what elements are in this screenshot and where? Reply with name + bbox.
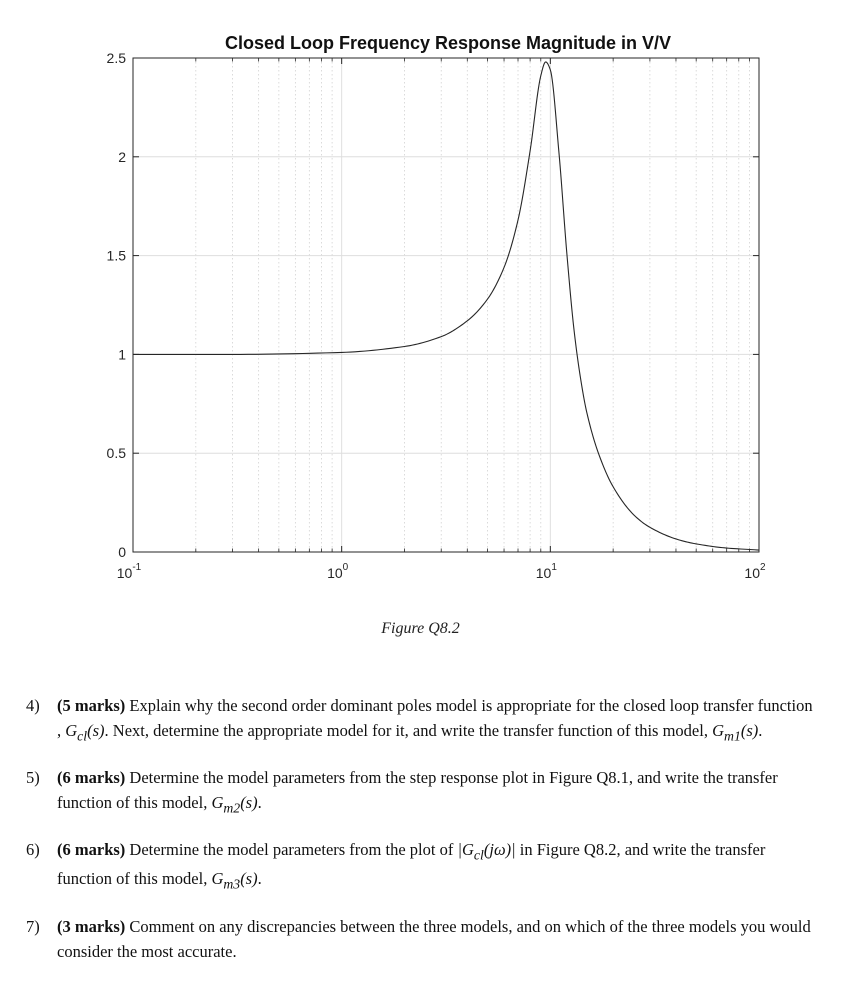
- y-tick-labels: [107, 50, 127, 560]
- question-number: 7): [26, 917, 40, 937]
- question-number: 5): [26, 768, 40, 788]
- x-tick-label: $10^0$: [327, 562, 349, 581]
- y-tick-label: 2: [118, 148, 126, 165]
- math-gcl-jw: $|G_{cl}(j\omega)|$: [457, 839, 516, 862]
- x-tick-label: $10^{-1}$: [116, 562, 142, 581]
- math-gm2: $G_{m2}(s)$: [211, 792, 258, 816]
- question-5: [26, 766, 816, 820]
- x-tick-label: $10^2$: [744, 562, 766, 581]
- y-tick-label: 1.5: [106, 247, 126, 264]
- y-tick-label: 0: [118, 544, 126, 560]
- y-tick-label: 2.5: [106, 50, 126, 66]
- question-marks: (6 marks): [57, 839, 126, 859]
- question-text: Determine the model parameters from the plot of: [125, 839, 458, 859]
- math-gm3: $G_{m3}(s)$: [211, 869, 258, 892]
- question-text: in Figure Q8.2, and write the transfer function of this model,: [57, 839, 766, 889]
- y-tick-label: 1: [118, 346, 126, 363]
- question-text: Comment on any discrepancies between the three models, and on which of the three models you would consider the most accurate.: [57, 917, 811, 961]
- question-list: [26, 694, 816, 964]
- plot-area: [133, 58, 759, 552]
- question-text: Determine the model parameters from the step response plot in Figure Q8.1, and write the transfer function of this model,: [57, 768, 778, 812]
- x-tick-labels: [117, 562, 766, 581]
- question-number: 6): [26, 839, 40, 859]
- figure-caption: Figure Q8.2: [381, 620, 460, 637]
- question-text: . Next, determine the appropriate model for it, and write the transfer function of this model,: [104, 720, 713, 740]
- question-text: .: [257, 792, 262, 812]
- y-tick-label: 0.5: [106, 445, 126, 462]
- question-4: [26, 694, 816, 748]
- question-7: [26, 915, 816, 964]
- question-marks: (3 marks): [57, 917, 126, 937]
- x-tick-label: $10^1$: [535, 562, 557, 581]
- question-6: [26, 838, 816, 898]
- math-gcl: $G_{cl}(s)$: [65, 720, 105, 743]
- question-number: 4): [26, 696, 40, 715]
- question-text: .: [257, 869, 262, 889]
- question-marks: (6 marks): [57, 768, 126, 788]
- math-gm1: $G_{m1}(s)$: [712, 720, 759, 743]
- question-text: .: [758, 720, 763, 740]
- question-marks: (5 marks): [57, 696, 126, 715]
- question-text: Explain why the second order dominant poles model is appropriate for the closed loop transfer function ,: [57, 696, 813, 740]
- chart-title: Closed Loop Frequency Response Magnitude in V/V: [224, 33, 672, 53]
